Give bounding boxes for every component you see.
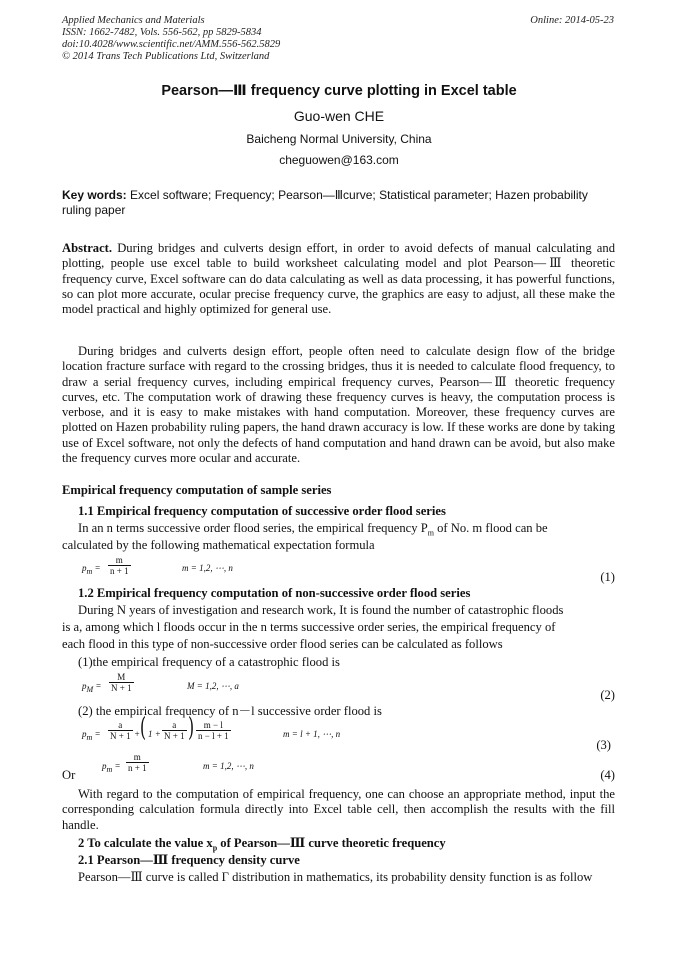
keywords — [62, 188, 615, 218]
or-label: Or — [62, 768, 76, 782]
equation-1-number: (1) — [600, 570, 615, 584]
subsection-2-1-heading: 2.1 Pearson—Ⅲ frequency density curve — [78, 853, 300, 867]
after-equations-paragraph: With regard to the computation of empirical frequency, one can choose an appropriate method, input the corresponding calculation formula directly into Excel table cell, then accomplish the results with the fill handle. — [62, 787, 615, 832]
subsection-1-1-heading: 1.1 Empirical frequency computation of successive order flood series — [78, 504, 446, 518]
subsection-2-1-text: Pearson—Ⅲ curve is called Γ distribution in mathematics, its probability density function is as follow — [78, 870, 593, 884]
subsection-1-2-text: During N years of investigation and research work, It is found the number of catastrophic floods — [78, 603, 564, 617]
author-name: Guo-wen CHE — [293, 108, 385, 124]
abstract-label: Abstract. — [62, 241, 113, 255]
abstract — [62, 241, 615, 317]
keywords-label: Key words: — [62, 188, 127, 202]
section-1-heading: Empirical frequency computation of sample series — [62, 483, 332, 497]
affiliation: Baicheng Normal University, China — [246, 132, 432, 146]
issn-line: ISSN: 1662-7482, Vols. 556-562, pp 5829-5834 — [62, 27, 262, 38]
subsection-1-2-heading: 1.2 Empirical frequency computation of non-successive order flood series — [78, 586, 471, 600]
equation-4-number: (4) — [600, 768, 615, 782]
subsection-1-1-text-cont: calculated by the following mathematical expectation formula — [62, 538, 375, 552]
equation-3-number: (3) — [596, 738, 611, 752]
subsection-1-2-text-3: each flood in this type of non-successive order flood series can be calculated as follows — [62, 637, 503, 651]
paper-title: Pearson—Ⅲ frequency curve plotting in Excel table — [161, 83, 517, 99]
online-date: Online: 2014-05-23 — [530, 15, 614, 26]
intro-paragraph: During bridges and culverts design effort, people often need to calculate design flow of the bridge location fracture surface with regard to the crossing bridges, thus it is needed to calculate flood frequency, to draw a serial frequency curves, including empirical frequency curves, Pearson—Ⅲ theoretic frequency curves, etc. The computation work of drawing these frequency curves is heavy, the computation process is verbose, and it is easy to make mistakes with hand computation. Moreover, these frequency curves are plotted on Hazen probability ruling papers, the hand drawn accuracy is low. If these works are done by taking use of Excel software, not only the defects of hand computation and hand drawn can be avoid, but also make the frequency curves more ocular and accurate. — [62, 344, 615, 466]
subsection-1-2-text-2: is a, among which l floods occur in the n terms successive order series, the empirical frequency of — [62, 620, 556, 634]
subsection-1-1-text: In an n terms successive order flood series, the empirical frequency $P_m$ of No. m flood can be — [78, 521, 548, 538]
doi-line: doi:10.4028/www.scientific.net/AMM.556-562.5829 — [62, 39, 281, 50]
section-2-heading: 2 To calculate the value $x_p$ of Pearson—Ⅲ curve theoretic frequency — [78, 836, 446, 853]
journal-name: Applied Mechanics and Materials — [62, 15, 205, 26]
keywords-text: Excel software; Frequency; Pearson—Ⅲcurve; Statistical parameter; Hazen probability ruling paper — [62, 188, 588, 217]
item-2: (2) the empirical frequency of n－l successive order flood is — [78, 704, 382, 718]
equation-2-number: (2) — [600, 688, 615, 702]
item-1: (1)the empirical frequency of a catastrophic flood is — [78, 655, 340, 669]
copyright-line: © 2014 Trans Tech Publications Ltd, Switzerland — [62, 51, 270, 62]
journal-header — [62, 15, 280, 63]
author-email: cheguowen@163.com — [279, 153, 399, 167]
abstract-text: During bridges and culverts design effort, in order to avoid defects of manual calculating and plotting, people use excel table to build worksheet calculating model and plot Pearson—Ⅲ theoretic frequency curve, Excel software can do data calculating as well as data processing, it has powerful functions, so can plot more accurate, ocular precise frequency curve, the graphics are easy to adjust, all these make the model practical and highly optimized for general use. — [62, 241, 615, 317]
